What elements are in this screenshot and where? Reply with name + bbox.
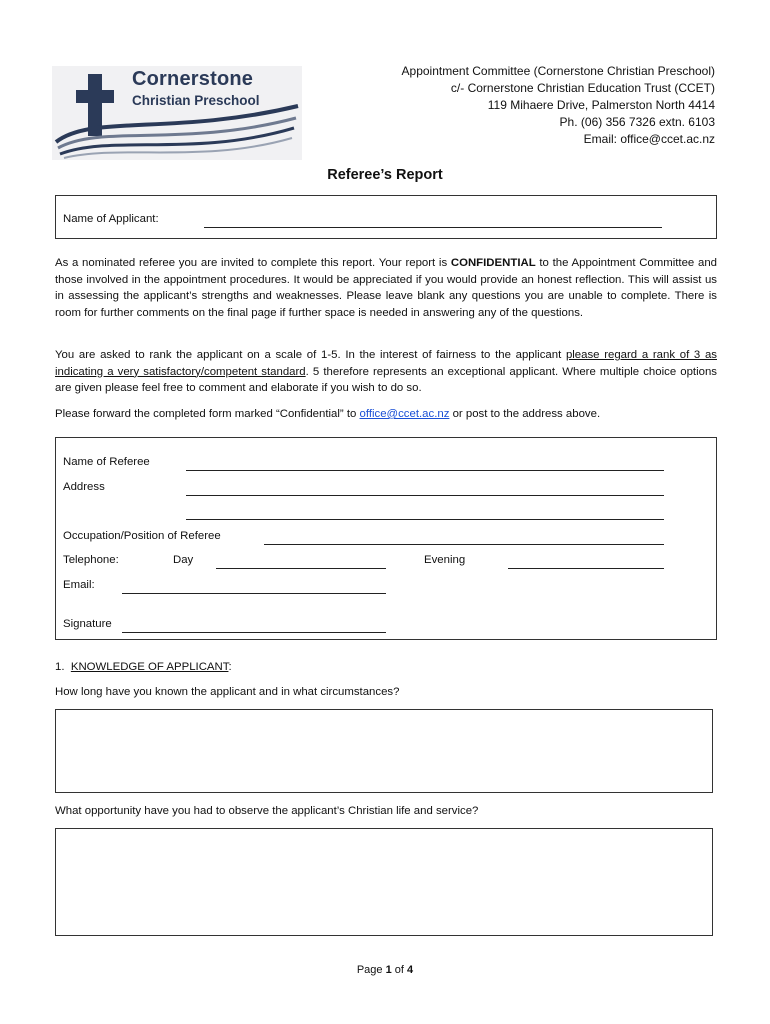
applicant-name-field[interactable]: [204, 227, 662, 228]
logo-name-line2: Christian Preschool: [132, 93, 260, 108]
occupation-label: Occupation/Position of Referee: [63, 530, 221, 542]
referee-name-label: Name of Referee: [63, 456, 150, 468]
applicant-name-label: Name of Applicant:: [63, 213, 159, 225]
intro-text: to the Appointment Committee and those involved in the appointment procedures. It would be appreciated if you would provide an honest reflection. This will assist us in assessing the applicant’s strengths and weaknesses. Please leave blank any questions you are unable to complete. There is room for further comments on the final page if further space is needed in answering any of the questions.: [55, 257, 717, 319]
section-colon: :: [228, 661, 232, 673]
referee-name-field[interactable]: [186, 470, 664, 471]
page-number: [0, 964, 770, 976]
question-2-answer-box[interactable]: [55, 828, 713, 936]
page-of: of: [391, 964, 408, 976]
address-line-5: Email: office@ccet.ac.nz: [583, 132, 715, 146]
total-pages: 4: [407, 964, 414, 976]
forward-text: Please forward the completed form marked “Confidential” to: [55, 408, 360, 420]
page-label: Page: [356, 964, 386, 976]
ranking-emphasis: please regard a rank of 3 as indicating a very satisfactory/competent standard: [55, 349, 717, 378]
intro-paragraph-3: [55, 406, 717, 423]
question-1-answer-box[interactable]: [55, 709, 713, 793]
evening-label: Evening: [424, 554, 466, 566]
section-number: 1.: [55, 661, 65, 673]
address-block: [402, 63, 715, 148]
signature-field[interactable]: [122, 632, 386, 633]
address-line-1: Appointment Committee (Cornerstone Christian Preschool): [401, 64, 715, 78]
page-title: Referee’s Report: [327, 167, 443, 183]
applicant-box: [55, 195, 717, 239]
intro-text: As a nominated referee you are invited to complete this report. Your report is: [55, 257, 451, 269]
evening-phone-field[interactable]: [508, 568, 664, 569]
section-1-heading: [55, 661, 232, 673]
address-line-3: 119 Mihaere Drive, Palmerston North 4414: [487, 98, 715, 112]
day-phone-field[interactable]: [216, 568, 386, 569]
confidential-emphasis: CONFIDENTIAL: [450, 257, 536, 269]
section-title: KNOWLEDGE OF APPLICANT: [70, 661, 229, 673]
intro-paragraph-2: [55, 347, 717, 397]
ranking-text: You are asked to rank the applicant on a scale of 1-5. In the interest of fairness to the applicant: [55, 349, 566, 361]
address-field-line-1[interactable]: [186, 495, 664, 496]
logo: [52, 66, 302, 160]
address-label: Address: [63, 481, 105, 493]
intro-paragraph-1: [55, 255, 717, 321]
address-line-4: Ph. (06) 356 7326 extn. 6103: [559, 115, 715, 129]
address-field-line-2[interactable]: [186, 519, 664, 520]
signature-label: Signature: [63, 618, 112, 630]
email-link[interactable]: office@ccet.ac.nz: [359, 408, 450, 420]
forward-text: or post to the address above.: [449, 408, 601, 420]
logo-name-line1: Cornerstone: [132, 68, 254, 90]
address-line-2: c/- Cornerstone Christian Education Trust (CCET): [450, 81, 715, 95]
day-label: Day: [173, 554, 194, 566]
occupation-field[interactable]: [264, 544, 664, 545]
ranking-text: . 5 therefore represents an exceptional applicant. Where multiple choice options are given please feel free to comment and elaborate if you wish to do so.: [55, 365, 717, 394]
email-label: Email:: [63, 579, 95, 591]
question-1-text: How long have you known the applicant and in what circumstances?: [55, 686, 400, 698]
email-field[interactable]: [122, 593, 386, 594]
current-page: 1: [385, 964, 392, 976]
referee-details-box: [55, 437, 717, 640]
question-2-text: What opportunity have you had to observe the applicant’s Christian life and service?: [55, 805, 479, 817]
telephone-label: Telephone:: [63, 554, 119, 566]
